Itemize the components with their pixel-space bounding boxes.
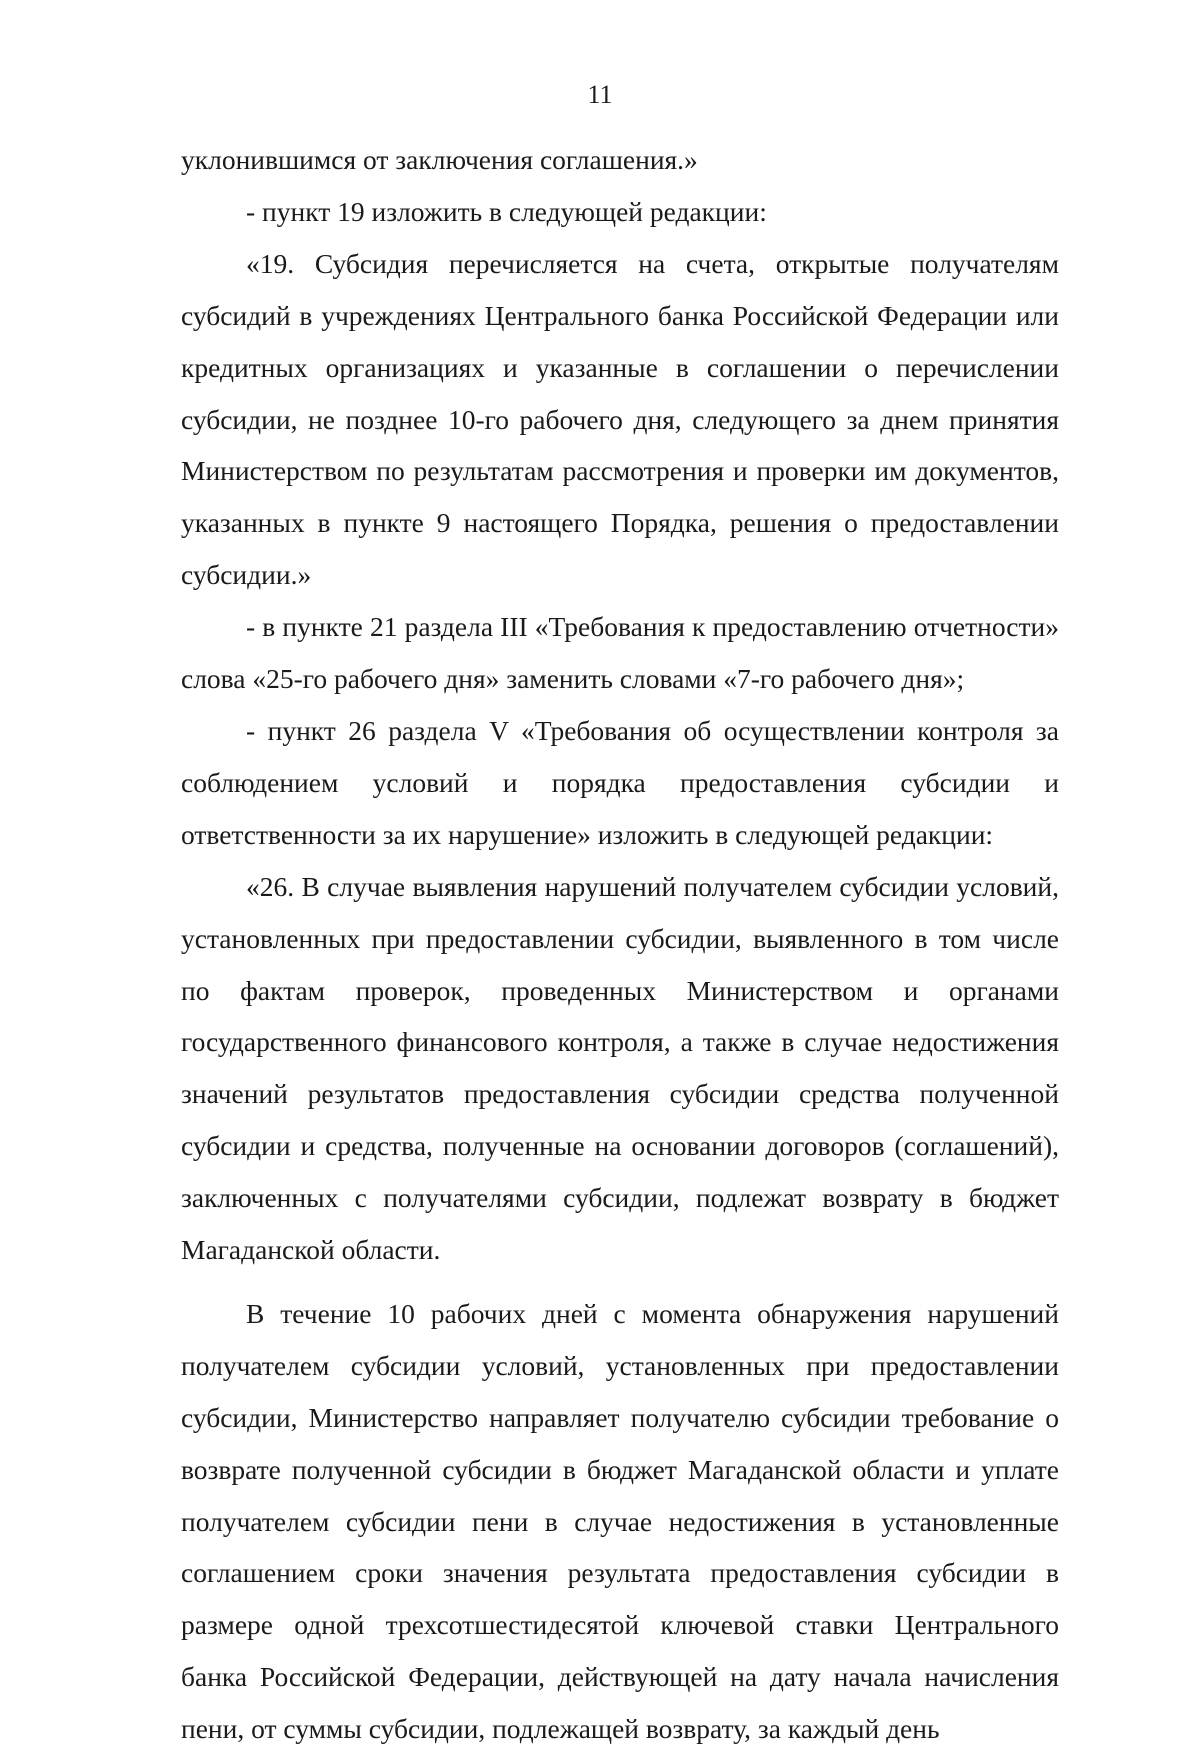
paragraph-7: В течение 10 рабочих дней с момента обнаружения нарушений получателем субсидии условий, установленных при предоставлении субсидии, Министерство направляет получателю субсидии требование о возврате полученной субсидии в бюджет Магаданской области и уплате получателем субсидии пени в случае недостижения в установленные соглашением сроки значения результата предоставления субсидии в размере одной трехсотшестидесятой ключевой ставки Центрального банка Российской Федерации, действующей на дату начала начисления пени, от суммы субсидии, подлежащей возврату, за каждый день <box>181 1297 1059 1745</box>
document-body <box>181 134 1059 1755</box>
page-number: 11 <box>587 80 613 109</box>
paragraph-1: уклонившимся от заключения соглашения.» <box>181 144 698 175</box>
paragraph-6: «26. В случае выявления нарушений получателем субсидии условий, установленных при предоставлении субсидии, выявленного в том числе по фактам проверок, проведенных Министерством и органами государственного финансового контроля, а также в случае недостижения значений результатов предоставления субсидии средства полученной субсидии и средства, полученные на основании договоров (соглашений), заключенных с получателями субсидии, подлежат возврату в бюджет Магаданской области. <box>181 870 1059 1266</box>
paragraph-4: - в пункте 21 раздела III «Требования к предоставлению отчетности» слова «25-го рабочего дня» заменить словами «7-го рабочего дня»; <box>181 611 1059 695</box>
paragraph-3: «19. Субсидия перечисляется на счета, открытые получателям субсидий в учреждениях Центрального банка Российской Федерации или кредитных организациях и указанные в соглашении о перечислении субсидии, не позднее 10-го рабочего дня, следующего за днем принятия Министерством по результатам рассмотрения и проверки им документов, указанных в пункте 9 настоящего Порядка, решения о предоставлении субсидии.» <box>181 247 1059 591</box>
paragraph-5: - пункт 26 раздела V «Требования об осуществлении контроля за соблюдением условий и порядка предоставления субсидии и ответственности за их нарушение» изложить в следующей редакции: <box>181 714 1059 850</box>
paragraph-2: - пункт 19 изложить в следующей редакции: <box>246 195 767 227</box>
